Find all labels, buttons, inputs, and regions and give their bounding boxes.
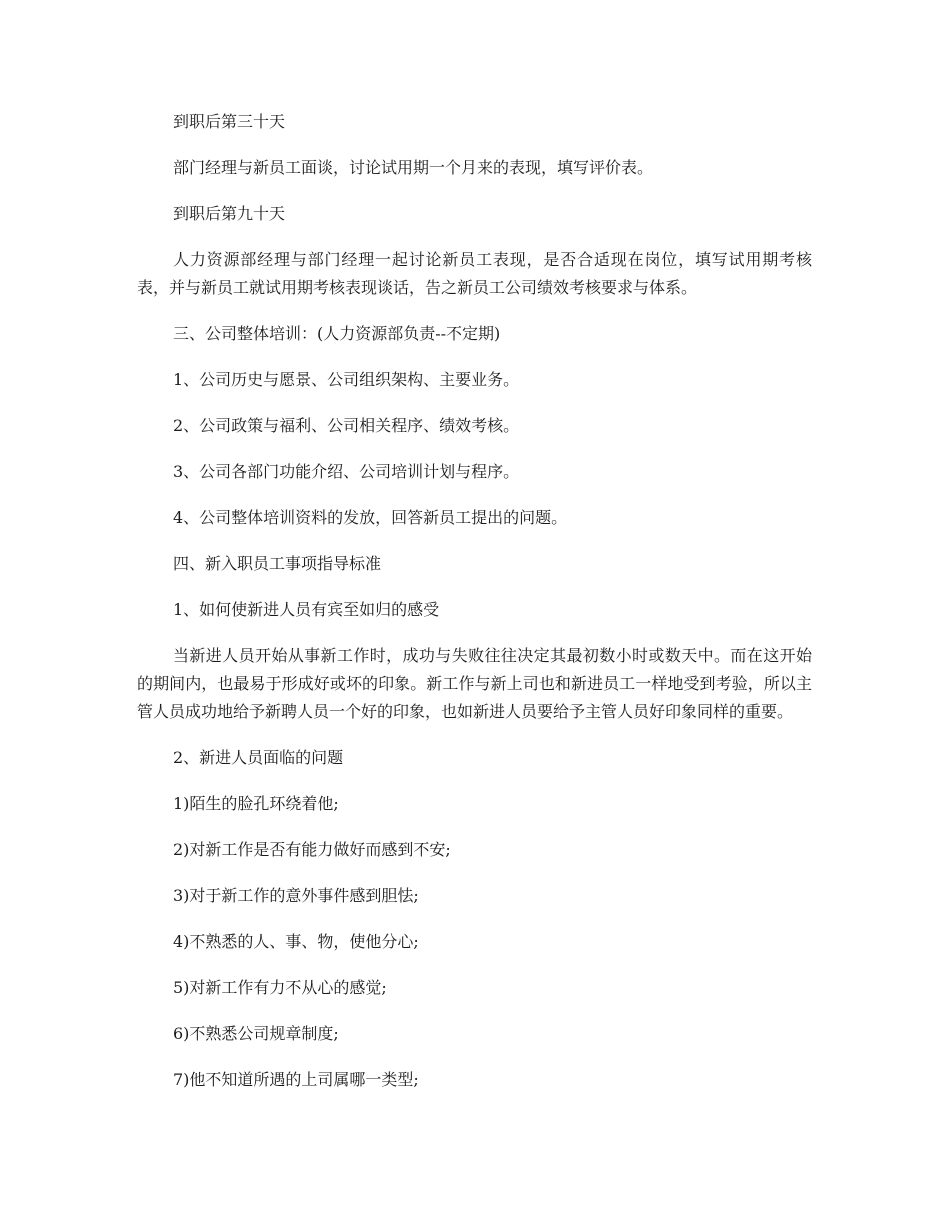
problem-item-3: 3)对于新工作的意外事件感到胆怯; — [173, 886, 419, 905]
document-body — [137, 108, 812, 1112]
problem-item-2: 2)对新工作是否有能力做好而感到不安; — [173, 840, 451, 859]
training-item-2: 2、公司政策与福利、公司相关程序、绩效考核。 — [173, 416, 520, 435]
section-heading-guidance: 四、新入职员工事项指导标准 — [173, 554, 382, 573]
paragraph-day90-heading: 到职后第九十天 — [173, 204, 286, 223]
paragraph-day30-text: 部门经理与新员工面谈，讨论试用期一个月来的表现，填写评价表。 — [173, 158, 654, 177]
section-heading-company-training: 三、公司整体培训：(人力资源部负责--不定期) — [173, 324, 501, 343]
paragraph-day30-heading: 到职后第三十天 — [173, 112, 286, 131]
training-item-1: 1、公司历史与愿景、公司组织架构、主要业务。 — [173, 370, 520, 389]
problem-item-4: 4)不熟悉的人、事、物，使他分心; — [173, 932, 419, 951]
problem-item-7: 7)他不知道所遇的上司属哪一类型; — [173, 1070, 419, 1089]
paragraph-welcome-text: 当新进人员开始从事新工作时，成功与失败往往决定其最初数小时或数天中。而在这开始的期间内，也最易于形成好或坏的印象。新工作与新上司也和新进员工一样地受到考验，所以主管人员成功地给予新聘人员一个好的印象，也如新进人员要给予主管人员好印象同样的重要。 — [137, 646, 812, 721]
subheading-problems: 2、新进人员面临的问题 — [173, 748, 344, 767]
problem-item-1: 1)陌生的脸孔环绕着他; — [173, 794, 339, 813]
subheading-welcome: 1、如何使新进人员有宾至如归的感受 — [173, 600, 440, 619]
training-item-4: 4、公司整体培训资料的发放，回答新员工提出的问题。 — [173, 508, 568, 527]
problem-item-6: 6)不熟悉公司规章制度; — [173, 1024, 339, 1043]
training-item-3: 3、公司各部门功能介绍、公司培训计划与程序。 — [173, 462, 520, 481]
paragraph-day90-text: 人力资源部经理与部门经理一起讨论新员工表现，是否合适现在岗位，填写试用期考核表，并与新员工就试用期考核表现谈话，告之新员工公司绩效考核要求与体系。 — [137, 250, 812, 297]
problem-item-5: 5)对新工作有力不从心的感觉; — [173, 978, 387, 997]
